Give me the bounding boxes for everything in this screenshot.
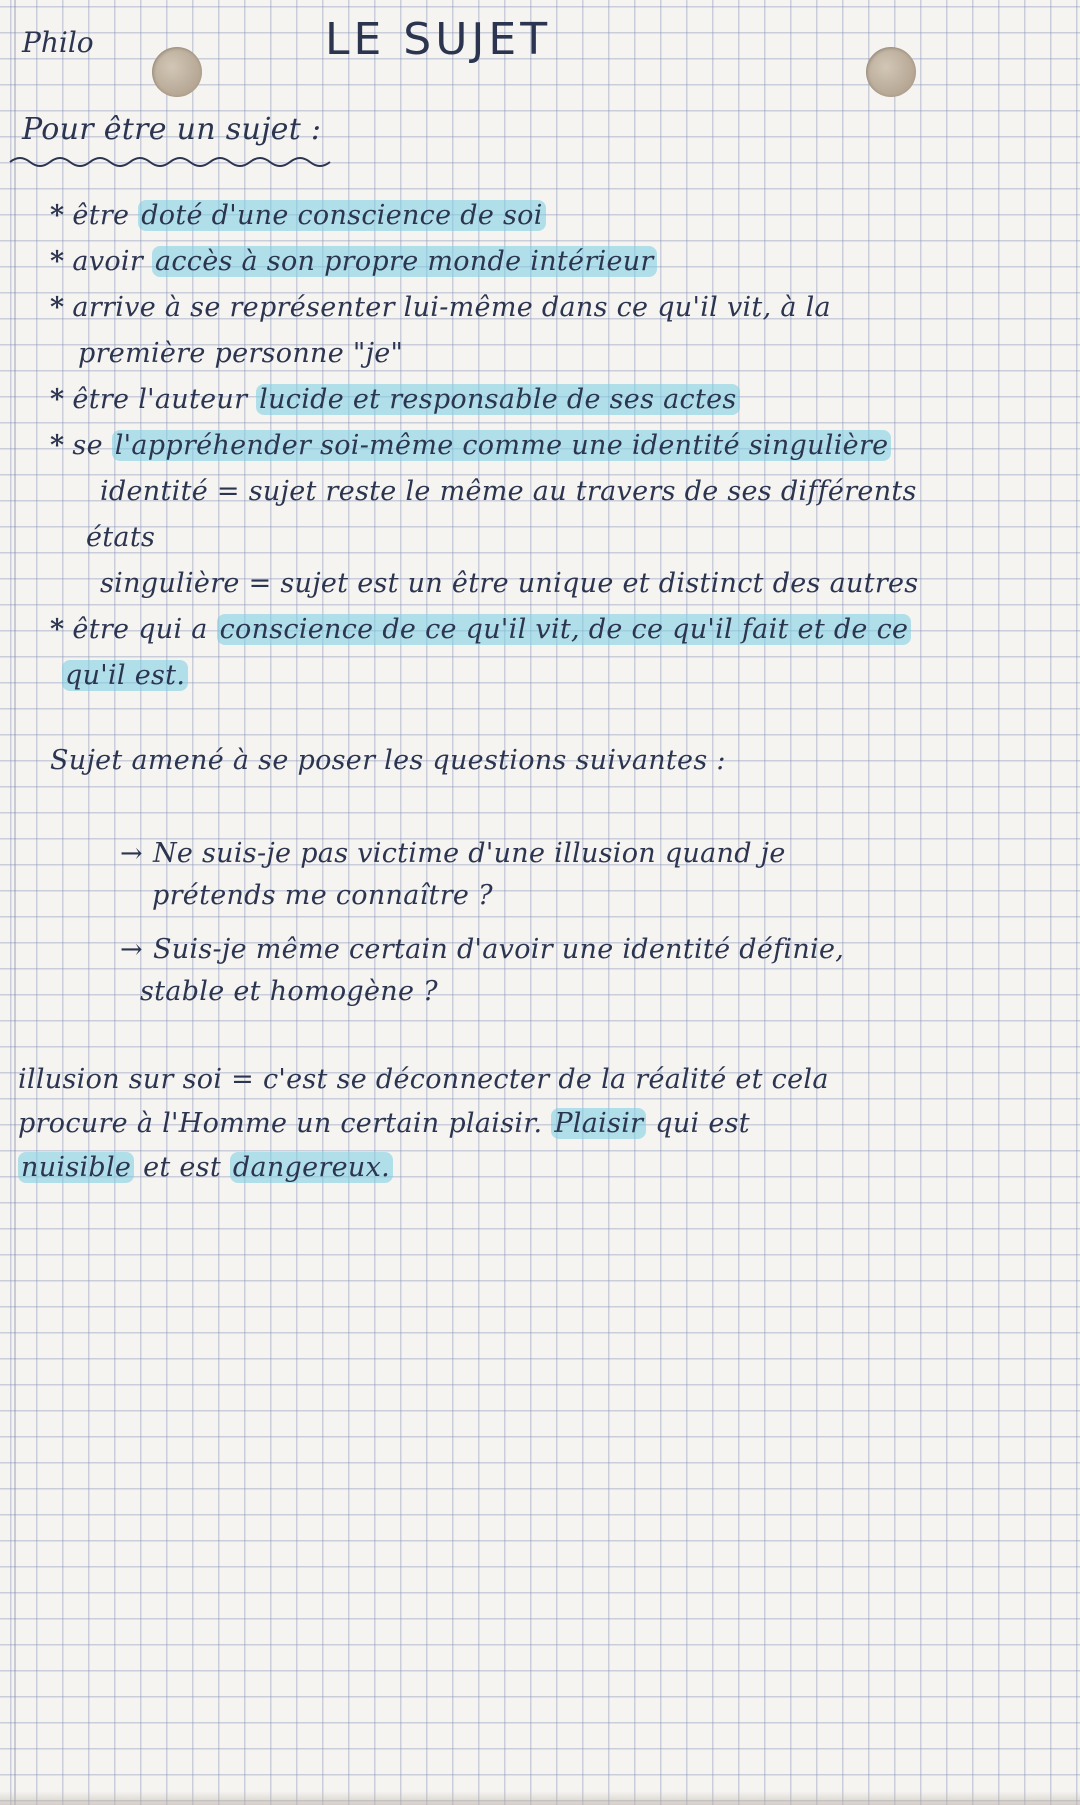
bullet-highlight: l'appréhender soi-même comme une identité singulière	[112, 430, 892, 461]
definition-highlight: nuisible	[18, 1152, 134, 1183]
definition-text: procure à l'Homme un certain plaisir.	[18, 1108, 552, 1139]
bullet-text: être l'auteur	[72, 384, 257, 415]
bullet-line	[50, 384, 740, 415]
arrow-icon: →	[120, 838, 143, 869]
bullet-line	[86, 522, 155, 553]
bullet-text: première personne "je"	[78, 338, 404, 369]
bullet-line	[50, 430, 891, 461]
bullet-marker: *	[50, 614, 65, 645]
bullet-marker: *	[50, 200, 65, 231]
heading-underline	[8, 154, 338, 170]
bullet-text: identité = sujet reste le même au travers de ses différents	[100, 476, 917, 507]
question-item	[120, 838, 786, 869]
bullet-text: états	[86, 522, 156, 553]
bullet-line	[50, 292, 831, 323]
bullet-line	[50, 614, 911, 645]
bullet-text: être	[72, 200, 139, 231]
bullet-line	[62, 660, 188, 691]
bullet-line	[78, 338, 403, 369]
bullet-marker: *	[50, 384, 65, 415]
section-heading: Pour être un sujet :	[22, 112, 322, 147]
question-item-cont: stable et homogène ?	[140, 976, 438, 1007]
questions-intro: Sujet amené à se poser les questions suivantes :	[50, 745, 726, 776]
bullet-highlight: qu'il est.	[62, 660, 188, 691]
question-item	[120, 934, 844, 965]
bullet-highlight: lucide et responsable de ses actes	[256, 384, 739, 415]
bullet-line	[50, 246, 657, 277]
bullet-line	[100, 476, 917, 507]
bullet-marker: *	[50, 246, 65, 277]
bullet-text: être qui a	[72, 614, 217, 645]
definition-highlight: Plaisir	[551, 1108, 646, 1139]
bullet-highlight: conscience de ce qu'il vit, de ce qu'il fait et de ce	[217, 614, 912, 645]
question-item-cont: prétends me connaître ?	[152, 880, 493, 911]
bullet-text: se	[72, 430, 112, 461]
definition-line: illusion sur soi = c'est se déconnecter de la réalité et cela	[18, 1064, 829, 1095]
definition-highlight: dangereux.	[230, 1152, 393, 1183]
arrow-icon: →	[120, 934, 143, 965]
question-text: Ne suis-je pas victime d'une illusion quand je	[152, 838, 786, 869]
margin-line	[14, 0, 16, 1805]
definition-text: qui est	[646, 1108, 750, 1139]
bullet-marker: *	[50, 430, 65, 461]
bullet-marker: *	[50, 292, 65, 323]
question-text: Suis-je même certain d'avoir une identité définie,	[152, 934, 845, 965]
punch-hole-left	[152, 47, 202, 97]
bullet-line	[100, 568, 918, 599]
subject-label: Philo	[22, 26, 94, 59]
bullet-text: singulière = sujet est un être unique et distinct des autres	[100, 568, 919, 599]
page-bottom-edge	[0, 1791, 1080, 1805]
page-title: LE SUJET	[325, 14, 552, 65]
definition-line	[18, 1152, 393, 1183]
bullet-highlight: accès à son propre monde intérieur	[152, 246, 657, 277]
bullet-text: avoir	[72, 246, 152, 277]
definition-text: et est	[134, 1152, 230, 1183]
bullet-highlight: doté d'une conscience de soi	[138, 200, 545, 231]
bullet-text: arrive à se représenter lui-même dans ce qu'il vit, à la	[72, 292, 831, 323]
definition-line	[18, 1108, 750, 1139]
punch-hole-right	[866, 47, 916, 97]
bullet-line	[50, 200, 546, 231]
